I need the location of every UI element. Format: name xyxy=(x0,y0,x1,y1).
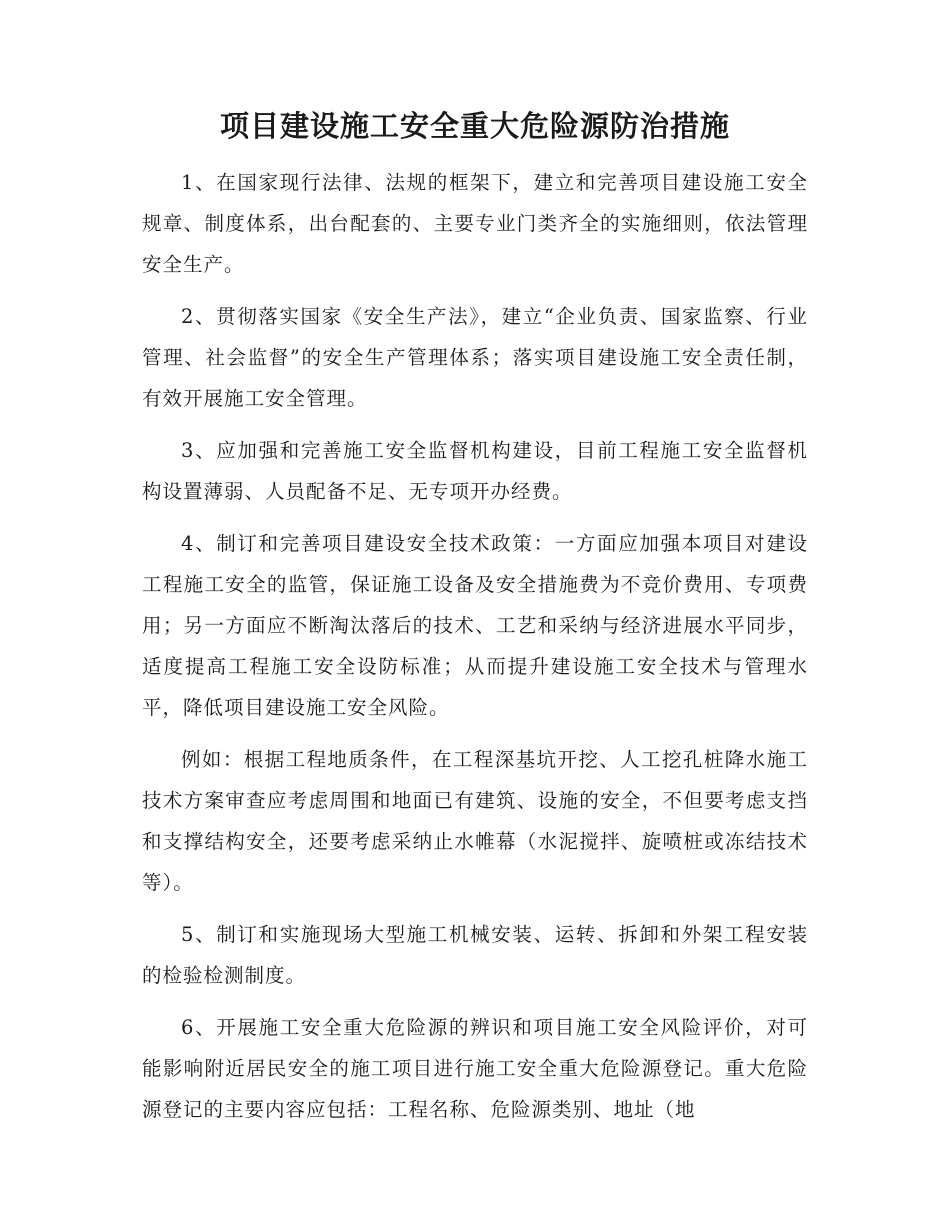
paragraph-5: 5、制订和实施现场大型施工机械安装、运转、拆卸和外架工程安装的检验检测制度。 xyxy=(142,923,808,987)
document-body xyxy=(142,162,808,1141)
paragraph-1: 1、在国家现行法律、法规的框架下，建立和完善项目建设施工安全规章、制度体系，出台配套的、主要专业门类齐全的实施细则，依法管理安全生产。 xyxy=(142,171,808,276)
paragraph-3: 3、应加强和完善施工安全监督机构建设，目前工程施工安全监督机构设置薄弱、人员配备不足、无专项开办经费。 xyxy=(142,439,808,503)
paragraph-6: 6、开展施工安全重大危险源的辨识和项目施工安全风险评价，对可能影响附近居民安全的施工项目进行施工安全重大危险源登记。重大危险源登记的主要内容应包括：工程名称、危险源类别、地址（地 xyxy=(142,1016,808,1121)
paragraph-2: 2、贯彻落实国家《安全生产法》，建立“企业负责、国家监察、行业管理、社会监督”的安全生产管理体系；落实项目建设施工安全责任制，有效开展施工安全管理。 xyxy=(142,305,808,410)
document-title: 项目建设施工安全重大危险源防治措施 xyxy=(219,109,730,143)
paragraph-example: 例如：根据工程地质条件，在工程深基坑开挖、人工挖孔桩降水施工技术方案审查应考虑周围和地面已有建筑、设施的安全，不但要考虑支挡和支撑结构安全，还要考虑采纳止水帷幕（水泥搅拌、旋喷桩或冻结技术等）。 xyxy=(142,748,808,894)
paragraph-4: 4、制订和完善项目建设安全技术政策：一方面应加强本项目对建设工程施工安全的监管，保证施工设备及安全措施费为不竞价费用、专项费用；另一方面应不断淘汰落后的技术、工艺和采纳与经济进展水平同步，适度提高工程施工安全设防标准；从而提升建设施工安全技术与管理水平，降低项目建设施工安全风险。 xyxy=(142,532,808,719)
